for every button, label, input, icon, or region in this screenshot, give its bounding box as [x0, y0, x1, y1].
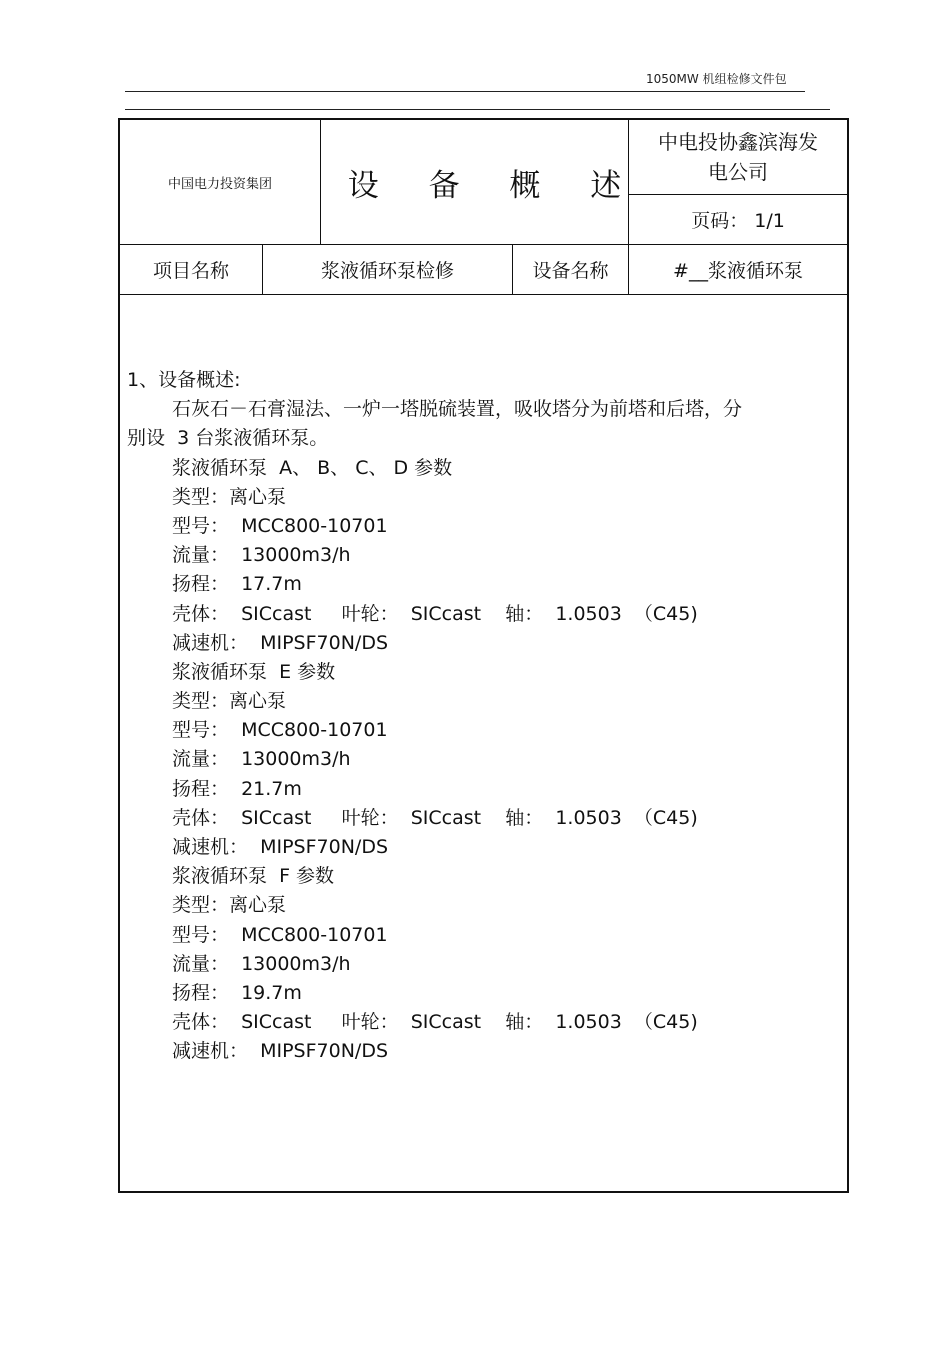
page-header: 1050MW 机组检修文件包 [646, 72, 787, 86]
document-title: 设 备 概 述 [347, 167, 642, 204]
param-line: 流量： 13000m3/h [172, 748, 351, 771]
param-line: 型号： MCC800-10701 [172, 719, 388, 742]
param-line: 壳体： SICcast 叶轮： SICcast 轴： 1.0503 （C45) [172, 602, 698, 625]
divider-info-row [120, 294, 847, 295]
param-line: 壳体： SICcast 叶轮： SICcast 轴： 1.0503 （C45) [172, 1011, 698, 1034]
param-line: 扬程： 19.7m [172, 981, 302, 1004]
param-line: 扬程： 17.7m [172, 573, 302, 596]
equipment-overview-content [127, 366, 807, 1067]
param-line: 扬程： 21.7m [172, 777, 302, 800]
param-line: 减速机： MIPSF70N/DS [172, 631, 389, 654]
equipment-value: #__浆液循环泵 [673, 260, 803, 282]
organization-name: 中国电力投资集团 [167, 176, 272, 192]
param-line: 类型：离心泵 [172, 894, 287, 917]
equipment-label: 设备名称 [532, 260, 609, 282]
section-heading: 1、设备概述: [127, 369, 241, 391]
param-line: 型号： MCC800-10701 [172, 923, 388, 946]
param-line: 型号： MCC800-10701 [172, 514, 388, 537]
param-group-title: 浆液循环泵 F 参数 [172, 865, 335, 888]
paragraph-line: 别设 3 台浆液循环泵。 [127, 427, 329, 450]
param-line: 壳体： SICcast 叶轮： SICcast 轴： 1.0503 （C45) [172, 806, 698, 829]
param-line: 减速机： MIPSF70N/DS [172, 836, 389, 858]
company-line-2: 电公司 [708, 160, 768, 184]
project-label: 项目名称 [152, 260, 229, 282]
paragraph-line: 石灰石－石膏湿法、一炉一塔脱硫装置，吸收塔分为前塔和后塔，分 [172, 398, 743, 421]
project-value: 浆液循环泵检修 [320, 260, 454, 282]
param-line: 减速机： MIPSF70N/DS [172, 1040, 389, 1063]
company-line-1: 中电投协鑫滨海发 [658, 130, 818, 154]
param-group-title: 浆液循环泵 A、 B、 C、 D 参数 [172, 456, 453, 479]
header-rule-short [125, 91, 805, 92]
header-rule-long [125, 109, 830, 110]
param-group-title: 浆液循环泵 E 参数 [172, 660, 336, 683]
page-number: 页码： 1/1 [691, 210, 785, 232]
param-line: 流量： 13000m3/h [172, 544, 351, 567]
company-name [629, 120, 847, 194]
param-line: 类型：离心泵 [172, 690, 287, 713]
param-line: 类型：离心泵 [172, 485, 287, 508]
param-line: 流量： 13000m3/h [172, 952, 351, 975]
